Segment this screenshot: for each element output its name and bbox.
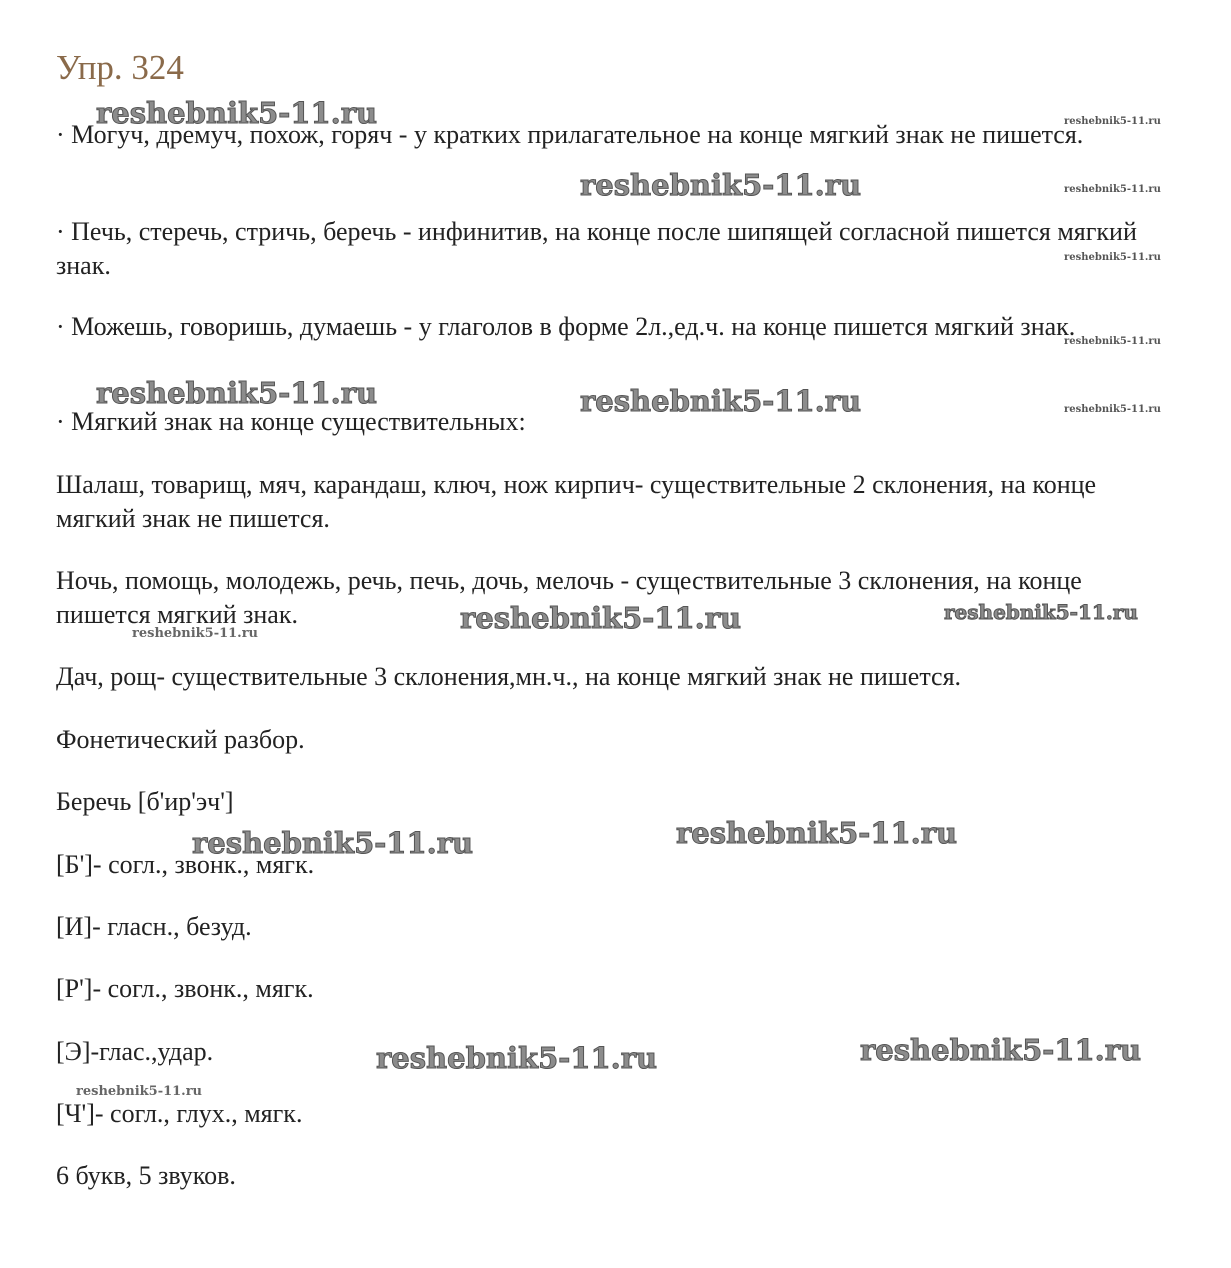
watermark: reshebnik5-11.ru (376, 1041, 658, 1075)
watermark: reshebnik5-11.ru (1064, 184, 1161, 195)
watermark: reshebnik5-11.ru (1064, 116, 1161, 127)
letters-sounds-count: 6 букв, 5 звуков. (56, 1161, 236, 1190)
sound-i: [И]- гласн., безуд. (56, 912, 252, 941)
paragraph-short-adjectives: · Могуч, дремуч, похож, горяч - у кратких прилагательное на конце мягкий знак не пишется. (56, 120, 1084, 149)
watermark: reshebnik5-11.ru (76, 1084, 203, 1099)
watermark: reshebnik5-11.ru (1064, 252, 1161, 263)
paragraph-infinitives: · Печь, стеречь, стричь, беречь - инфинитив, на конце после шипящей согласной пишется мягкий знак. (56, 217, 1137, 280)
watermark: reshebnik5-11.ru (96, 96, 378, 130)
watermark: reshebnik5-11.ru (580, 168, 862, 202)
watermark: reshebnik5-11.ru (96, 376, 378, 410)
paragraph-phonetic-heading: Фонетический разбор. (56, 725, 305, 754)
sound-r: [Р']- согл., звонк., мягк. (56, 974, 314, 1003)
exercise-title: Упр. 324 (56, 48, 184, 87)
watermark: reshebnik5-11.ru (460, 601, 742, 635)
paragraph-nouns-2nd-declension: Шалаш, товарищ, мяч, карандаш, ключ, нож кирпич- существительные 2 склонения, на конце мягкий знак не пишется. (56, 470, 1097, 533)
paragraph-nouns-heading: · Мягкий знак на конце существительных: (56, 407, 526, 436)
watermark: reshebnik5-11.ru (1064, 404, 1161, 415)
paragraph-verbs: · Можешь, говоришь, думаешь - у глаголов в форме 2л.,ед.ч. на конце пишется мягкий знак. (56, 312, 1076, 341)
watermark: reshebnik5-11.ru (944, 600, 1138, 624)
sound-e: [Э]-глас.,удар. (56, 1037, 214, 1066)
paragraph-word-transcription: Беречь [б'ир'эч'] (56, 787, 234, 816)
watermark: reshebnik5-11.ru (132, 626, 259, 641)
watermark: reshebnik5-11.ru (580, 384, 862, 418)
sound-ch: [Ч']- согл., глух., мягк. (56, 1099, 303, 1128)
sound-b: [Б']- согл., звонк., мягк. (56, 850, 315, 879)
watermark: reshebnik5-11.ru (1064, 336, 1161, 347)
paragraph-nouns-3rd-declension: Ночь, помощь, молодежь, речь, печь, дочь, мелочь - существительные 3 склонения, на конце пишется мягкий знак. (56, 566, 1082, 629)
watermark: reshebnik5-11.ru (192, 826, 474, 860)
watermark: reshebnik5-11.ru (860, 1033, 1142, 1067)
watermark: reshebnik5-11.ru (676, 816, 958, 850)
paragraph-nouns-plural: Дач, рощ- существительные 3 склонения,мн.ч., на конце мягкий знак не пишется. (56, 662, 962, 691)
